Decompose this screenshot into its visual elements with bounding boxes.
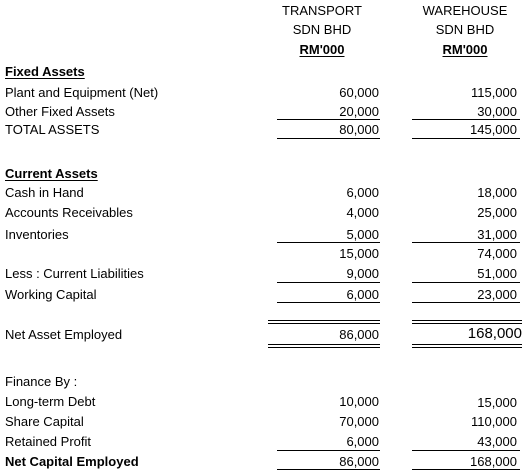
rule-net-asset-top2-c1 <box>268 323 380 324</box>
row-c1-other-fixed: 20,000 <box>339 104 379 119</box>
rule-liabilities-c1 <box>277 282 380 283</box>
rule-net-asset-bottom2-c2 <box>412 347 522 348</box>
rule-net-asset-bottom1-c2 <box>412 344 522 345</box>
rule-fixed-c2 <box>412 119 520 120</box>
row-c1-net-capital: 86,000 <box>339 454 379 469</box>
row-c1-less-liabilities: 9,000 <box>346 266 379 281</box>
row-label-working-capital: Working Capital <box>5 287 97 302</box>
col1-header-unit: RM'000 <box>299 42 345 57</box>
rule-net-asset-bottom1-c1 <box>268 344 380 345</box>
row-c1-longterm-debt: 10,000 <box>339 394 379 409</box>
rule-working-capital-c2 <box>412 302 520 303</box>
row-c2-cash: 18,000 <box>477 185 517 200</box>
row-c2-total-assets: 145,000 <box>470 122 517 137</box>
row-c2-retained-profit: 43,000 <box>477 434 517 449</box>
row-c1-working-capital: 6,000 <box>346 287 379 302</box>
rule-net-asset-bottom2-c1 <box>268 347 380 348</box>
row-c1-inventories: 5,000 <box>346 227 379 242</box>
rule-liabilities-c2 <box>412 282 520 283</box>
col1-header-line1: TRANSPORT <box>282 3 362 18</box>
rule-total-assets-c1 <box>277 138 380 139</box>
row-c2-less-liabilities: 51,000 <box>477 266 517 281</box>
rule-net-capital-c1 <box>277 469 380 470</box>
row-c2-receivables: 25,000 <box>477 205 517 220</box>
col2-header-unit: RM'000 <box>442 42 488 57</box>
row-label-total-assets: TOTAL ASSETS <box>5 122 100 137</box>
rule-working-capital-c1 <box>277 302 380 303</box>
row-label-receivables: Accounts Receivables <box>5 205 133 220</box>
row-label-other-fixed: Other Fixed Assets <box>5 104 115 119</box>
row-c1-retained-profit: 6,000 <box>346 434 379 449</box>
row-c2-longterm-debt: 15,000 <box>477 395 517 410</box>
row-c1-receivables: 4,000 <box>346 205 379 220</box>
row-label-retained-profit: Retained Profit <box>5 434 91 449</box>
row-c2-net-capital: 168,000 <box>470 454 517 469</box>
row-label-net-capital: Net Capital Employed <box>5 454 139 469</box>
row-label-cash: Cash in Hand <box>5 185 84 200</box>
row-label-share-capital: Share Capital <box>5 414 84 429</box>
row-c2-net-asset: 168,000 <box>467 325 522 342</box>
rule-current-c2 <box>412 242 520 243</box>
row-c2-plant: 115,000 <box>470 85 517 100</box>
rule-fixed-c1 <box>277 119 380 120</box>
row-c1-net-asset: 86,000 <box>339 327 379 342</box>
col2-header-line2: SDN BHD <box>435 22 495 37</box>
fixed-assets-title: Fixed Assets <box>5 64 85 79</box>
rule-total-assets-c2 <box>412 138 520 139</box>
row-c1-plant: 60,000 <box>339 85 379 100</box>
rule-net-capital-c2 <box>412 469 520 470</box>
row-c2-other-fixed: 30,000 <box>477 104 517 119</box>
row-label-less-liabilities: Less : Current Liabilities <box>5 266 144 281</box>
row-c1-share-capital: 70,000 <box>339 414 379 429</box>
row-c2-share-capital: 110,000 <box>470 414 517 429</box>
row-c2-inventories: 31,000 <box>477 227 517 242</box>
rule-net-asset-top1-c1 <box>268 320 380 321</box>
finance-title: Finance By : <box>5 374 78 389</box>
row-label-inventories: Inventories <box>5 227 69 242</box>
row-label-net-asset: Net Asset Employed <box>5 327 123 342</box>
rule-finance-c1 <box>277 450 380 451</box>
rule-finance-c2 <box>412 450 520 451</box>
row-label-longterm-debt: Long-term Debt <box>5 394 96 409</box>
row-c1-total-assets: 80,000 <box>339 122 379 137</box>
row-c2-working-capital: 23,000 <box>477 287 517 302</box>
row-c1-cash: 6,000 <box>346 185 379 200</box>
subtotal-c2: 74,000 <box>477 246 517 261</box>
rule-net-asset-top1-c2 <box>412 320 522 321</box>
subtotal-c1: 15,000 <box>339 246 379 261</box>
rule-current-c1 <box>277 242 380 243</box>
col1-header-line2: SDN BHD <box>292 22 352 37</box>
rule-net-asset-top2-c2 <box>412 323 522 324</box>
current-assets-title: Current Assets <box>5 166 98 181</box>
col2-header-line1: WAREHOUSE <box>422 3 508 18</box>
row-label-plant: Plant and Equipment (Net) <box>5 85 159 100</box>
